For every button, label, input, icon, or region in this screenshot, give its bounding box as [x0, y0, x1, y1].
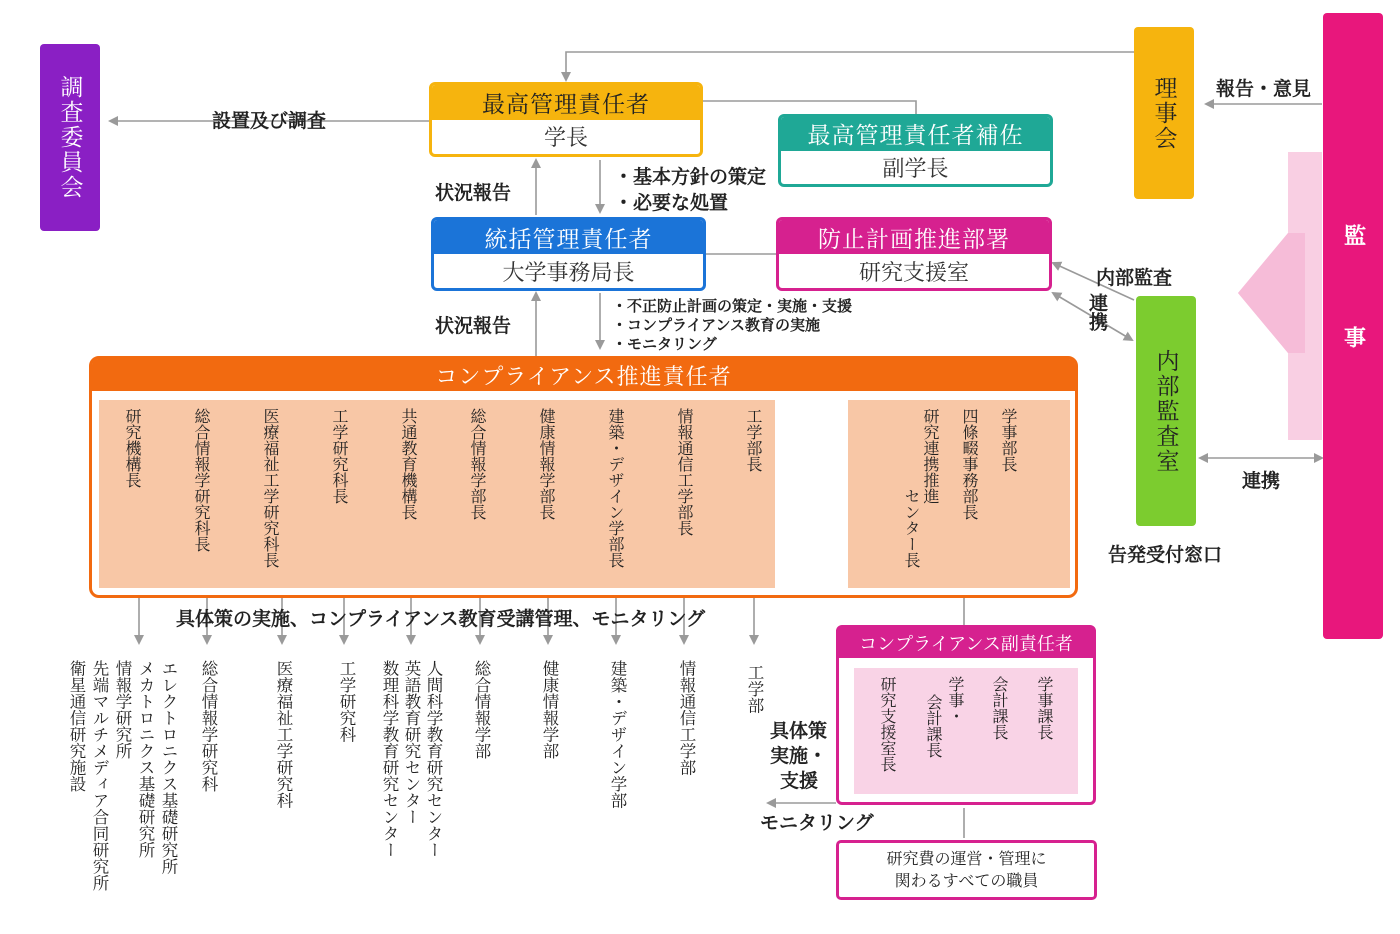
unit-col-1: 衛星通信研究施設 [67, 660, 86, 792]
prevention-dept-person: 研究支援室 [858, 260, 969, 286]
head-col-3: 医療福祉工学研究科長 [261, 408, 280, 568]
head-col-4: 工学研究科長 [330, 408, 349, 504]
plan-label-3: ・モニタリング [612, 335, 717, 353]
prevention-dept-box [776, 217, 1052, 291]
admin-col-4: センター長 [902, 488, 921, 568]
cooperation-label-1: 連携 [1086, 293, 1108, 331]
top-assistant-person: 副学長 [882, 156, 949, 182]
status-report-label-2: 状況報告 [435, 315, 512, 337]
unit-col-14: 建築・デザイン学部 [608, 660, 627, 809]
auditor-label: 監事 [1340, 224, 1366, 428]
unit-col-15: 情報通信工学部 [677, 660, 696, 776]
head-col-2: 総合情報学研究科長 [192, 408, 211, 552]
compliance-deputy-title: コンプライアンス副責任者 [839, 628, 1093, 658]
unit-col-11: 人間科学教育研究センター [424, 660, 443, 858]
status-report-label-1: 状況報告 [435, 182, 512, 204]
general-manager-box [431, 217, 706, 291]
admin-heads-panel [848, 400, 1070, 588]
unit-col-7: 医療福祉工学研究科 [274, 660, 293, 809]
internal-audit-arrow-label: 内部監査 [1096, 267, 1173, 289]
head-col-8: 建築・デザイン学部長 [606, 408, 625, 568]
head-col-1: 研究機構長 [123, 408, 142, 488]
general-manager-title: 統括管理責任者 [434, 220, 703, 254]
deputy-col-5: 研究支援室長 [878, 676, 897, 772]
report-opinion-label: 報告・意見 [1216, 78, 1312, 100]
staff-line-2: 関わるすべての職員 [894, 871, 1039, 890]
head-col-7: 健康情報学部長 [537, 408, 556, 520]
staff-box [836, 840, 1097, 900]
concrete-label-1: 具体策 [770, 720, 828, 742]
implementation-label: 具体策の実施、コンプライアンス教育受講管理、モニタリング [176, 608, 706, 630]
unit-col-8: 工学研究科 [337, 660, 356, 743]
whistle-window-label: 告発受付窓口 [1108, 544, 1223, 566]
top-manager-title: 最高管理責任者 [432, 85, 700, 120]
unit-col-5: エレクトロニクス基礎研究所 [159, 660, 178, 875]
setup-survey-label: 設置及び調査 [212, 110, 327, 132]
plan-label-2: ・コンプライアンス教育の実施 [612, 316, 821, 334]
head-col-6: 総合情報学部長 [468, 408, 487, 520]
admin-col-2: 四條畷事務部長 [960, 408, 979, 520]
board-box [1134, 27, 1194, 199]
board-label: 理事会 [1150, 75, 1177, 151]
staff-line-1: 研究費の運営・管理に [886, 849, 1047, 868]
unit-col-3: 情報学研究所 [113, 660, 132, 759]
monitoring-label: モニタリング [760, 812, 874, 834]
unit-col-6: 総合情報学研究科 [199, 660, 218, 792]
unit-col-4: メカトロニクス基礎研究所 [136, 660, 155, 858]
admin-col-3: 研究連携推進 [921, 408, 940, 504]
unit-col-16: 工学部 [745, 664, 764, 714]
deputy-col-3: 学事・ [946, 676, 965, 724]
head-col-5: 共通教育機構長 [399, 408, 418, 520]
prevention-dept-title: 防止計画推進部署 [779, 220, 1049, 254]
deputy-col-2: 会計課長 [990, 676, 1009, 740]
unit-col-13: 健康情報学部 [540, 660, 559, 759]
investigation-committee-label: 調査委員会 [56, 75, 83, 200]
concrete-label-2: 実施・ [770, 745, 828, 767]
unit-col-10: 英語教育研究センター [402, 660, 421, 825]
top-assistant-box [778, 114, 1053, 187]
policy-label-2: ・必要な処置 [614, 192, 729, 214]
head-col-10: 工学部長 [744, 408, 763, 472]
deputy-col-1: 学事課長 [1035, 676, 1054, 740]
auditor-box [1323, 13, 1383, 639]
unit-col-2: 先端マルチメディア合同研究所 [90, 660, 109, 891]
general-manager-person: 大学事務局長 [502, 260, 635, 286]
deputy-col-4: 会計課長 [924, 694, 943, 758]
plan-label-1: ・不正防止計画の策定・実施・支援 [612, 297, 853, 315]
top-manager-person: 学長 [543, 126, 588, 152]
top-assistant-title: 最高管理責任者補佐 [781, 117, 1050, 151]
unit-col-9: 数理科学教育研究センター [380, 660, 399, 858]
top-manager-box [429, 82, 703, 157]
head-col-9: 情報通信工学部長 [675, 408, 694, 536]
compliance-head-title: コンプライアンス推進責任者 [92, 359, 1075, 391]
cooperation-label-2: 連携 [1242, 470, 1281, 492]
internal-audit-box [1136, 296, 1196, 526]
internal-audit-label: 内部監査室 [1152, 348, 1179, 474]
unit-col-12: 総合情報学部 [472, 660, 491, 759]
admin-col-1: 学事部長 [999, 408, 1018, 472]
investigation-committee-box [40, 44, 100, 231]
policy-label-1: ・基本方針の策定 [614, 166, 767, 188]
concrete-label-3: 支援 [780, 770, 819, 792]
